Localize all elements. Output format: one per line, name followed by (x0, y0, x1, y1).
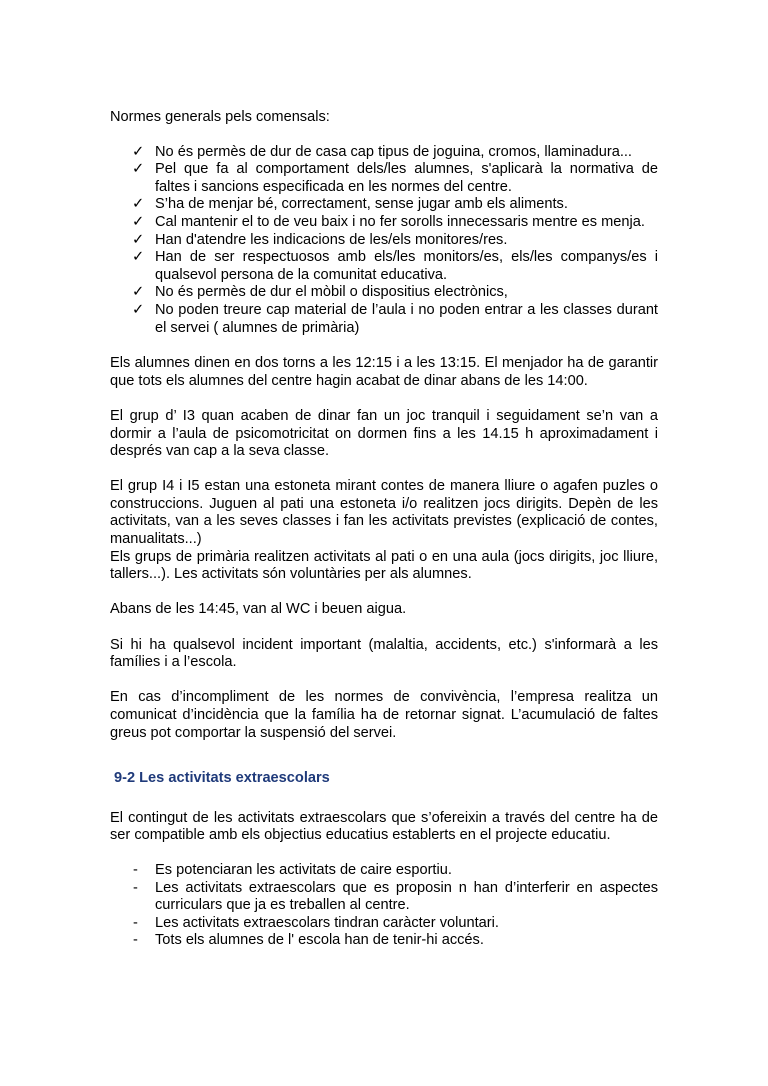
check-icon: ✓ (132, 284, 145, 301)
check-icon: ✓ (132, 143, 145, 160)
check-icon: ✓ (132, 301, 145, 318)
rules-intro: Normes generals pels comensals: (110, 109, 330, 125)
list-item: - Les activitats extraescolars tindran caràcter voluntari. (133, 914, 499, 931)
list-item: ✓ S’ha de menjar bé, correctament, sense jugar amb els aliments. (132, 196, 568, 213)
list-item: - Tots els alumnes de l' escola han de tenir-hi accés. (133, 932, 484, 949)
paragraph-primaria: Els grups de primària realitzen activitats al pati o en una aula (jocs dirigits, joc lliure, tallers...). Les activitats són voluntàries per als alumnes. (110, 548, 658, 583)
list-item: - Es potenciaran les activitats de caire esportiu. (133, 861, 452, 878)
section-heading: 9-2 Les activitats extraescolars (114, 770, 330, 787)
check-icon: ✓ (132, 213, 145, 230)
list-item: - Les activitats extraescolars que es proposin n han d’interferir en aspectes curriculars que ja es treballen al centre. (133, 879, 658, 914)
paragraph-i3: El grup d’ I3 quan acaben de dinar fan un joc tranquil i seguidament se’n van a dormir a l’aula de psicomotricitat on dormen fins a les 14.15 h aproximadament i després van cap a la seva classe. (110, 407, 658, 460)
paragraph-incompliment: En cas d’incompliment de les normes de convivència, l’empresa realitza un comunicat d’incidència que la família ha de retornar signat. L’acumulació de faltes greus pot comportar la suspensió del servei. (110, 689, 658, 741)
list-item: ✓ Pel que fa al comportament dels/les alumnes, s'aplicarà la normativa de faltes i sancions especificada en les normes del centre. (132, 161, 658, 195)
paragraph-i4-i5: El grup I4 i I5 estan una estoneta mirant contes de manera lliure o agafen puzles o construccions. Juguen al pati una estoneta i/o realitzen jocs dirigits. Depèn de les activitats, van a les seves classes i fan les activitats previstes (explicació de contes, manualitats...) (110, 478, 658, 548)
check-icon: ✓ (132, 161, 145, 178)
paragraph-torns: Els alumnes dinen en dos torns a les 12:15 i a les 13:15. El menjador ha de garantir que tots els alumnes del centre hagin acabat de dinar abans de les 14:00. (110, 355, 658, 389)
rules-list (110, 144, 658, 338)
list-item: ✓ Han d'atendre les indicacions de les/els monitores/res. (132, 231, 508, 248)
extracurricular-list (110, 862, 658, 950)
list-item: ✓ No és permès de dur el mòbil o dispositius electrònics, (132, 284, 508, 301)
paragraph-wc: Abans de les 14:45, van al WC i beuen aigua. (110, 601, 407, 618)
check-icon: ✓ (132, 231, 145, 248)
dash-bullet: - (133, 932, 138, 949)
check-icon: ✓ (132, 196, 145, 213)
section-intro: El contingut de les activitats extraescolars que s’ofereixin a través del centre ha de ser compatible amb els objectius educatius establerts en el projecte educatiu. (110, 809, 658, 844)
dash-bullet: - (133, 879, 138, 896)
check-icon: ✓ (132, 249, 145, 266)
paragraph-incident: Si hi ha qualsevol incident important (malaltia, accidents, etc.) s'informarà a les famílies i a l’escola. (110, 636, 658, 671)
document-body (110, 109, 658, 950)
dash-bullet: - (133, 861, 138, 878)
list-item: ✓ Cal mantenir el to de veu baix i no fer sorolls innecessaris mentre es menja. (132, 213, 645, 230)
list-item: ✓ No poden treure cap material de l’aula i no poden entrar a les classes durant el servei ( alumnes de primària) (132, 301, 658, 336)
list-item: ✓ Han de ser respectuosos amb els/les monitors/es, els/les companys/es i qualsevol persona de la comunitat educativa. (132, 249, 658, 283)
dash-bullet: - (133, 914, 138, 931)
list-item: ✓ No és permès de dur de casa cap tipus de joguina, cromos, llaminadura... (132, 143, 632, 160)
